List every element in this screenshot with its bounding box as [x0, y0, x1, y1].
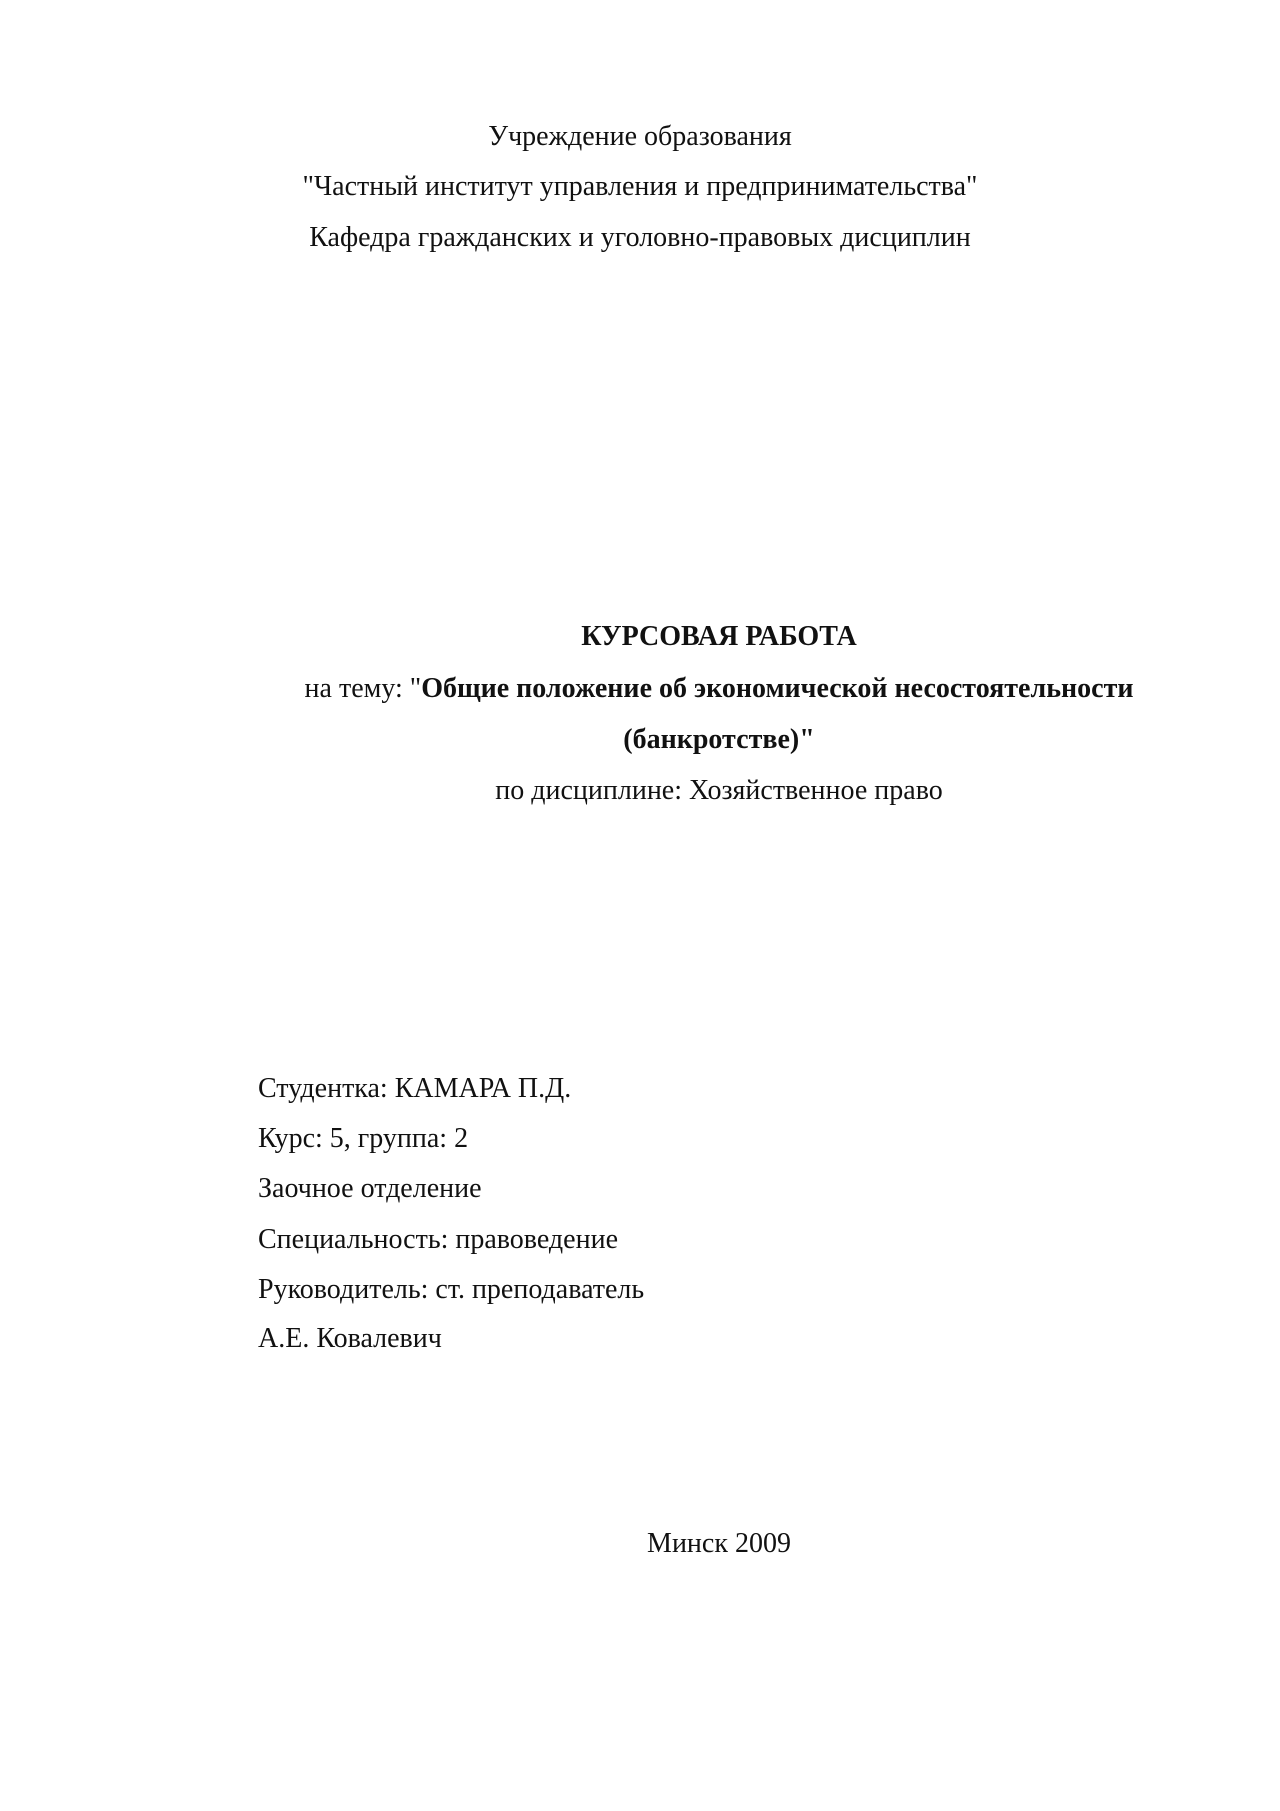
- city-year: Минск 2009: [647, 1528, 791, 1559]
- topic-line-2: (банкротстве)": [623, 724, 815, 755]
- topic-prefix: на тему: ": [304, 673, 422, 704]
- topic-title: Общие положение об экономической несостоятельности: [421, 673, 1134, 704]
- institution-name: "Частный институт управления и предпринимательства": [302, 171, 978, 202]
- specialty-line: Специальность: правоведение: [258, 1224, 618, 1255]
- study-form-line: Заочное отделение: [258, 1173, 482, 1204]
- department-name: Кафедра гражданских и уголовно-правовых дисциплин: [309, 222, 971, 253]
- institution-type: Учреждение образования: [488, 121, 792, 152]
- topic-line-1: [79, 672, 1280, 706]
- course-group-line: Курс: 5, группа: 2: [258, 1123, 469, 1154]
- discipline-line: по дисциплине: Хозяйственное право: [495, 775, 943, 806]
- student-line: Студентка: КАМАРА П.Д.: [258, 1073, 572, 1104]
- work-type-heading: КУРСОВАЯ РАБОТА: [581, 621, 857, 652]
- supervisor-title-line: Руководитель: ст. преподаватель: [258, 1274, 645, 1305]
- supervisor-name-line: А.Е. Ковалевич: [258, 1323, 442, 1354]
